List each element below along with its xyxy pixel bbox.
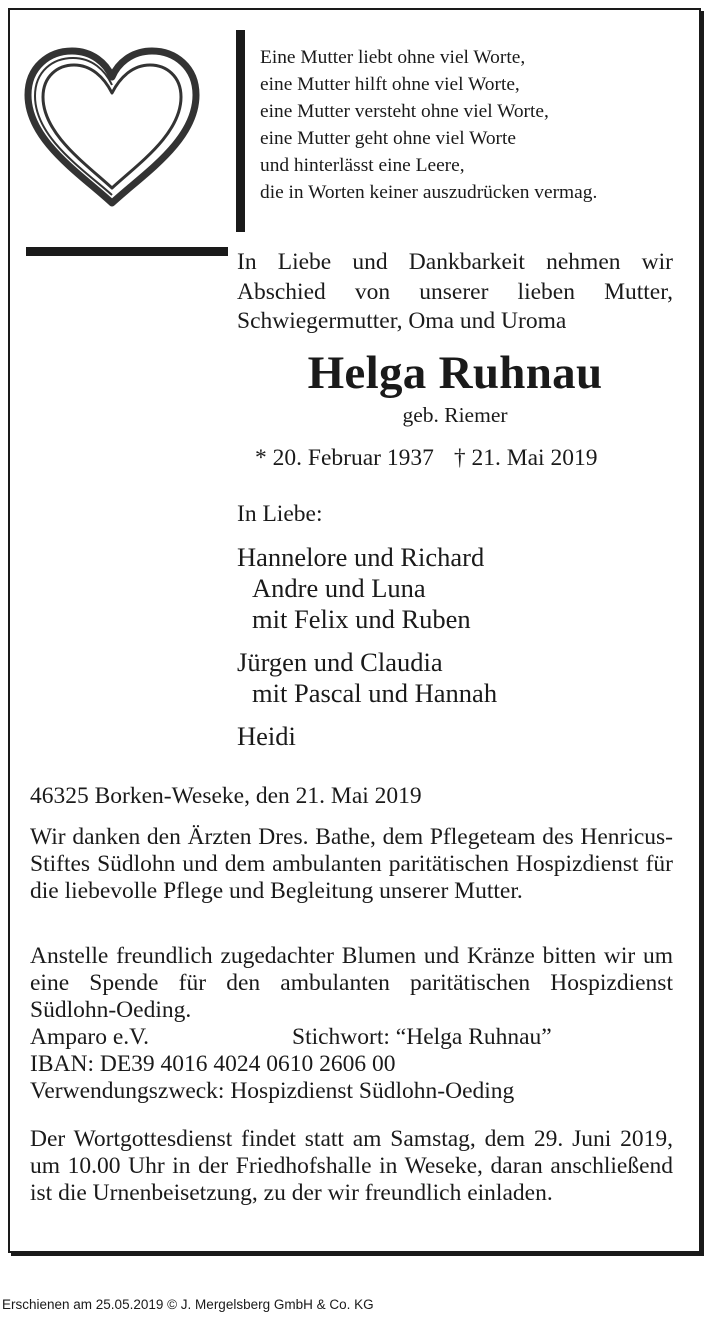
purpose: Verwendungszweck: Hospizdienst Südlohn-Oeding (30, 1078, 515, 1104)
vertical-divider (236, 30, 245, 232)
family-member: Jürgen und Claudia (237, 647, 443, 677)
birth-name: geb. Riemer (402, 403, 508, 427)
family-list (237, 542, 497, 764)
family-member: Hannelore und Richard (237, 542, 485, 572)
poem-line: Eine Mutter liebt ohne viel Worte, (260, 47, 526, 68)
publication-footer: Erschienen am 25.05.2019 © J. Mergelsberg GmbH & Co. KG (2, 1297, 374, 1312)
service-text: Der Wortgottesdienst findet statt am Samstag, dem 29. Juni 2019, um 10.00 Uhr in der Friedhofshalle in Weseke, daran anschließend ist die Urnenbeisetzung, zu der wir freundlich einladen. (30, 1126, 673, 1206)
thanks-text: Wir danken den Ärzten Dres. Bathe, dem Pflegeteam des Henricus-Stiftes Südlohn und dem ambulanten paritätischen Hospizdienst für die liebevolle Pflege und Begleitung unserer Mutter. (30, 824, 673, 904)
horizontal-divider (26, 247, 228, 256)
donation-text: Anstelle freundlich zugedachter Blumen und Kränze bitten wir um eine Spende für den ambulanten paritätischen Hospizdienst Südlohn-Oeding. (30, 943, 673, 1023)
deceased-name: Helga Ruhnau (307, 347, 603, 399)
family-group (237, 542, 497, 635)
poem-line: eine Mutter hilft ohne viel Worte, (260, 74, 520, 95)
family-group (237, 721, 497, 752)
bank-line (30, 1024, 673, 1051)
family-member: mit Pascal und Hannah (252, 678, 498, 708)
iban: IBAN: DE39 4016 4024 0610 2606 00 (30, 1051, 396, 1077)
heart-icon (22, 45, 202, 210)
birth-date: * 20. Februar 1937 (255, 445, 434, 471)
bank-keyword: Stichwort: “Helga Ruhnau” (292, 1024, 552, 1050)
family-member: mit Felix und Ruben (252, 604, 471, 634)
place-date: 46325 Borken-Weseke, den 21. Mai 2019 (30, 783, 422, 809)
poem-line: eine Mutter geht ohne viel Worte (260, 128, 517, 149)
family-member: Heidi (237, 721, 296, 751)
intro-text: In Liebe und Dankbarkeit nehmen wir Abschied von unserer lieben Mutter, Schwiegermutter, Oma und Uroma (237, 249, 673, 334)
donation-block (30, 943, 673, 1105)
poem-line: und hinterlässt eine Leere, (260, 155, 465, 176)
family-member: Andre und Luna (252, 573, 426, 603)
bank-recipient: Amparo e.V. (30, 1024, 150, 1050)
death-date: † 21. Mai 2019 (453, 445, 598, 471)
family-group (237, 647, 497, 709)
poem-line: eine Mutter versteht ohne viel Worte, (260, 101, 549, 122)
life-dates (255, 443, 597, 473)
in-love-heading: In Liebe: (237, 501, 323, 527)
poem (260, 44, 597, 206)
poem-line: die in Worten keiner auszudrücken vermag. (260, 182, 598, 203)
